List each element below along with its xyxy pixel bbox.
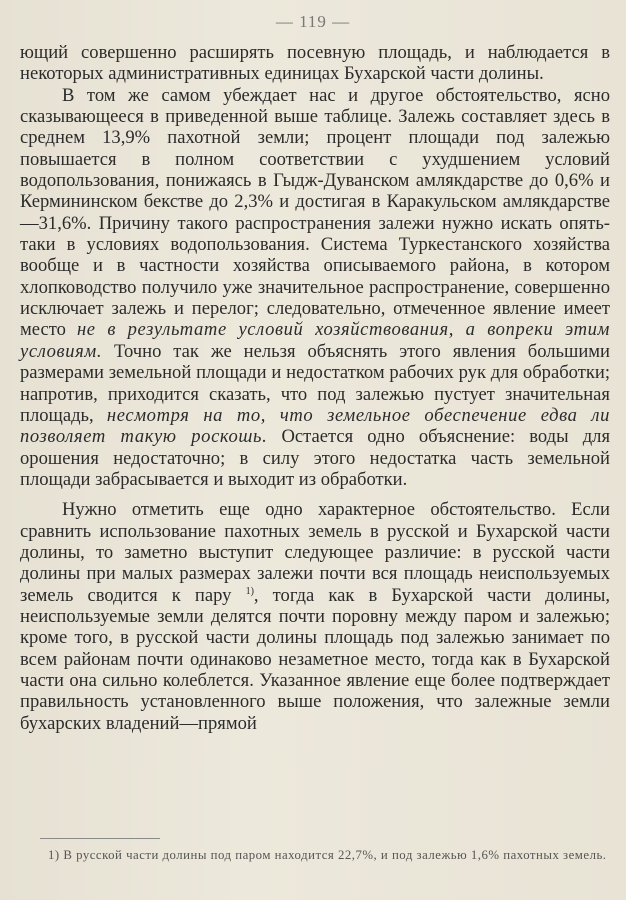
paragraph-3-text-2: , тогда как в Бухарской части долины, неиспользуемые земли делятся почти поровну между паром и залежью; кроме того, в русской части долины площадь под залежью занимает по всем районам почти одинаково незаметное место, тогда как в Бухарской части она сильно колеблется. Указанное явление еще более подтверждает правильность установленного выше положения, что залежные земли бухарских владений—прямой [20,584,610,734]
paragraph-2-italic-2: несмотря на то, что земельное обеспечение едва ли позволяет такую роскошь. [20,404,610,448]
paragraph-2-text-2: Точно так же нельзя объяснять этого явления большими размерами земельной площади и недостатком рабочих рук для обработки; напротив, приходится сказать, что под залежью пустует значительная площадь, [20,340,610,426]
paragraph-2-italic-1: не в результате условий хозяйствования, а вопреки этим условиям. [20,319,610,362]
paragraph-2-text-3: Остается одно объяснение: воды для орошения недостаточно; в силу этого недостатка часть земельной площади забрасывается и выходит из обработки. [20,426,610,490]
footnote-ref: 1) [245,585,254,597]
footnote: 1) В русской части долины под паром находится 22,7%, и под залежью 1,6% пахотных земель. [48,848,607,862]
paragraph-2-text: В том же самом убеждает нас и другое обстоятельство, ясно сказывающееся в приведенной выше таблице. Залежь составляет здесь в среднем 13,9% пахотной земли; процент площади под залежью повышается в полном соответствии с ухудшением условий водопользования, понижаясь в Гыдж-Дуванском амлякдарстве до 0,6% и Кермининском бекстве до 2,3% и достигая в Каракульском амлякдарстве—31,6%. Причину такого распространения залежи нужно искать опять-таки в условиях водопользования. Система Туркестанского хозяйства вообще и в частности хозяйства описываемого района, в котором хлопководство получило уже значительное распространение, совершенно исключает залежь и перелог; следовательно, отмеченное явление имеет место [20,84,610,341]
paragraph-1-text: ющий совершенно расширять посевную площадь, и наблюдается в некоторых административных единицах Бухарской части долины. [20,42,610,85]
paragraph-3-text: Нужно отметить еще одно характерное обстоятельство. Если сравнить использование пахотных земель в русской и Бухарской части долины, то заметно выступит следующее различие: в русской части долины при малых размерах залежи почти вся площадь неиспользуемых земель сводится к пару [20,499,610,606]
body-text [20,42,610,734]
paragraph-3 [20,499,610,734]
page-number: — 119 — [275,12,351,31]
paragraph-2 [20,85,610,491]
footnote-divider [40,838,160,839]
paragraph-1 [20,42,610,85]
